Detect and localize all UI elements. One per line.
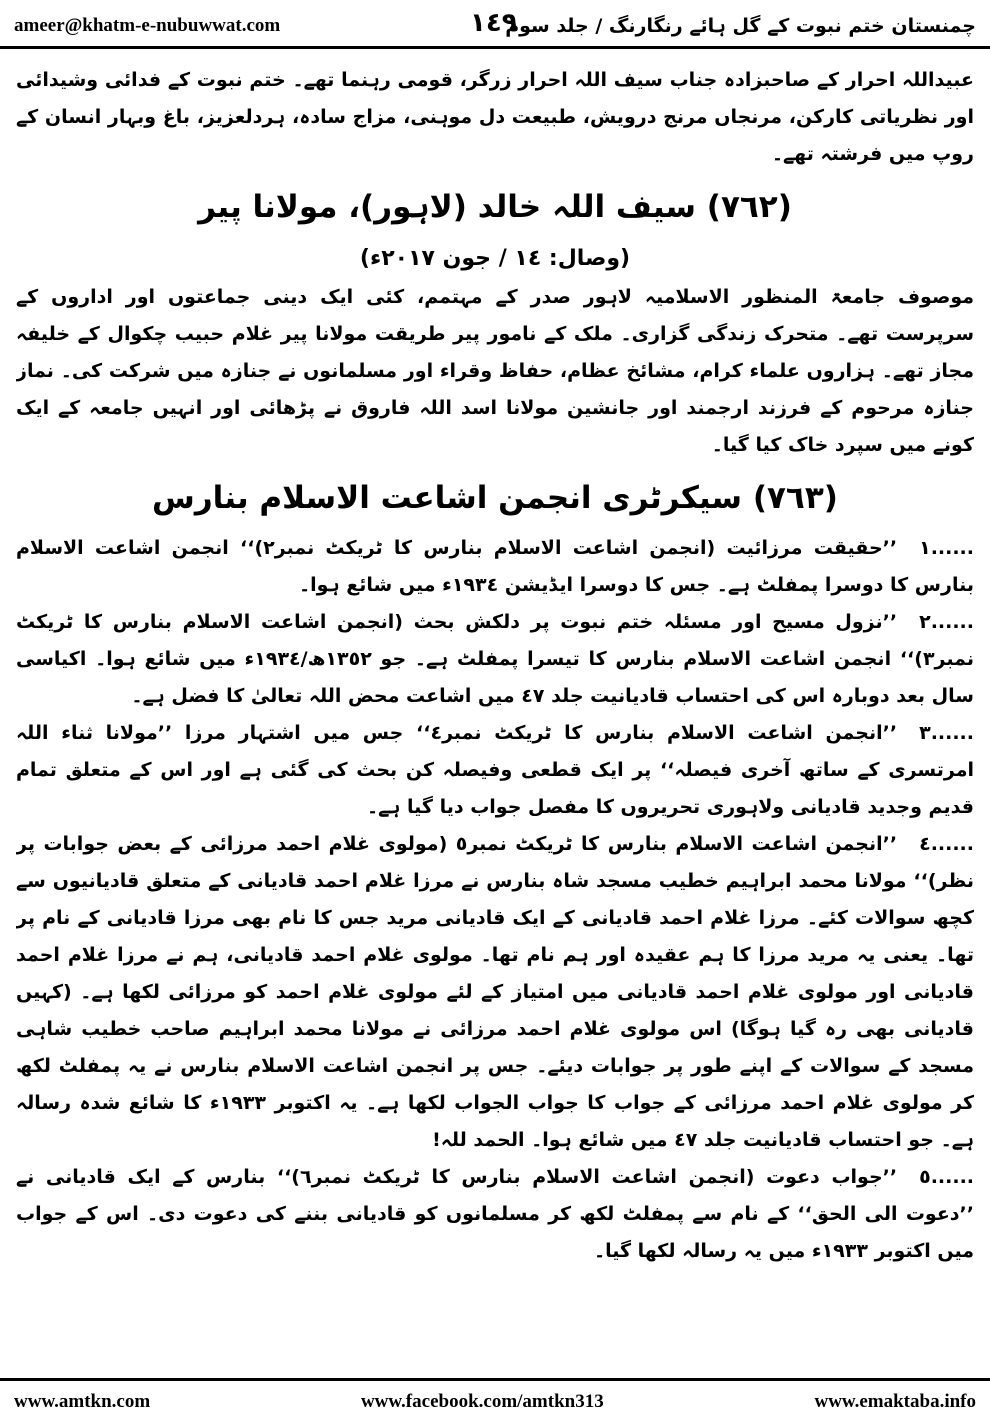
list-item — [16, 604, 974, 715]
list-item-number: ٣...... — [919, 722, 974, 744]
page-number: ١٤٩ — [470, 8, 518, 38]
list-item-number: ١...... — [919, 537, 974, 559]
page-content — [16, 62, 974, 1372]
list-item-number: ٤...... — [919, 833, 974, 855]
footer-link-emaktaba[interactable]: www.emaktaba.info — [814, 1391, 976, 1412]
list-item-text: ’’انجمن اشاعت الاسلام بنارس کا ٹریکٹ نمبر٤‘‘ جس میں اشتہار مرزا ’’مولانا ثناء اللہ امرتسری کے ساتھ آخری فیصلہ‘‘ پر ایک قطعی وفیصلہ کن بحث کی گئی ہے اور اس کے متعلق تمام قدیم وجدید قادیانی ولاہوری تحریروں کا مفصل جواب دیا گیا ہے۔ — [16, 722, 974, 818]
header-divider — [0, 46, 990, 49]
section-heading-762: (٧٦٢) سیف اللہ خالد (لاہور)، مولانا پیر — [198, 189, 792, 225]
list-item-text: ’’انجمن اشاعت الاسلام بنارس کا ٹریکٹ نمبر٥ (مولوی غلام احمد مرزائی کے بعض جوابات پر نظر)‘‘ مولانا محمد ابراہیم خطیب مسجد شاہ بنارس نے مرزا غلام احمد قادیانی کے متعلق قادیانیوں سے کچھ سوالات کئے۔ مرزا غلام احمد قادیانی کے ایک قادیانی مرید جس کا نام بھی مرزا قادیانی کے نام پر تھا۔ یعنی یہ مرید مرزا کا ہم عقیدہ اور ہم نام تھا۔ مولوی غلام احمد قادیانی، ہم نے مرزا غلام احمد قادیانی اور مولوی غلام احمد قادیانی میں امتیاز کے لئے مولوی غلام احمد کو مرزائی لکھا ہے۔ (کہیں قادیانی بھی رہ گیا ہوگا) اس مولوی غلام احمد مرزائی نے مولانا محمد ابراہیم صاحب خطیب شاہی مسجد کے سوالات کے اپنے طور پر جوابات دیئے۔ جس پر انجمن اشاعت الاسلام بنارس نے یہ پمفلٹ لکھ کر مولوی غلام احمد مرزائی کے جواب کا جواب الجواب لکھا ہے۔ یہ اکتوبر ١٩٣٣ء کا شائع شدہ رسالہ ہے۔ جو احتساب قادیانیت جلد ٤٧ میں شائع ہوا۔ الحمد للہ! — [16, 833, 974, 1151]
footer-link-facebook[interactable]: www.facebook.com/amtkn313 — [360, 1391, 604, 1412]
list-item — [16, 530, 974, 604]
page-footer — [0, 1384, 990, 1420]
intro-paragraph: عبیداللہ احرار کے صاحبزادہ جناب سیف اللہ احرار زرگر، قومی رہنما تھے۔ ختم نبوت کے فدائی وشیدائی اور نظریاتی کارکن، مرنجاں مرنج درویش، طبیعت دل موہنی، مزاج سادہ، ہردلعزیز، باغ وبہار انسان کے روپ میں فرشتہ تھے۔ — [16, 69, 974, 165]
list-item-text: ’’حقیقت مرزائیت (انجمن اشاعت الاسلام بنارس کا ٹریکٹ نمبر٢)‘‘ انجمن اشاعت الاسلام بنارس کا دوسرا پمفلٹ ہے۔ جس کا دوسرا ایڈیشن ١٩٣٤ء میں شائع ہوا۔ — [16, 537, 974, 596]
page-header — [0, 0, 990, 52]
book-title: چمنستان ختم نبوت کے گل ہائے رنگارنگ / جلد سوم — [505, 15, 976, 37]
header-email: ameer@khatm-e-nubuwwat.com — [14, 15, 281, 36]
list-item-number: ٥...... — [919, 1166, 974, 1188]
section-paragraph-762: موصوف جامعۃ المنظور الاسلامیہ لاہور صدر کے مہتمم، کئی ایک دینی جماعتوں اور اداروں کے سرپرست تھے۔ متحرک زندگی گزاری۔ ملک کے نامور پیر طریقت مولانا پیر غلام حبیب چکوال کے خلیفہ مجاز تھے۔ ہزاروں علماء کرام، مشائخ عظام، حفاظ وقراء اور مسلمانوں نے جنازہ میں شرکت کی۔ نماز جنازہ مرحوم کے فرزند ارجمند اور جانشین مولانا اسد اللہ فاروق نے پڑھائی اور انہیں جامعہ کے ایک کونے میں سپرد خاک کیا گیا۔ — [16, 286, 974, 456]
list-item-number: ٢...... — [919, 611, 974, 633]
list-item-text: ’’نزول مسیح اور مسئلہ ختم نبوت پر دلکش بحث (انجمن اشاعت الاسلام بنارس کا ٹریکٹ نمبر٣)‘‘ انجمن اشاعت الاسلام بنارس کا تیسرا پمفلٹ ہے۔ جو ١٣٥٢ھ/١٩٣٤ء میں شائع ہوا۔ اکیاسی سال بعد دوبارہ اس کی احتساب قادیانیت جلد ٤٧ میں اشاعت محض اللہ تعالیٰ کا فضل ہے۔ — [16, 611, 974, 707]
list-item — [16, 715, 974, 826]
list-item-text: ’’جواب دعوت (انجمن اشاعت الاسلام بنارس کا ٹریکٹ نمبر٦)‘‘ بنارس کے ایک قادیانی نے ’’دعوت الی الحق‘‘ کے نام سے پمفلٹ لکھ کر مسلمانوں کو قادیانی بننے کی دعوت دی۔ اس کے جواب میں اکتوبر ١٩٣٣ء میں یہ رسالہ لکھا گیا۔ — [16, 1166, 974, 1262]
footer-link-amtkn[interactable]: www.amtkn.com — [14, 1391, 151, 1412]
section-heading-763: (٧٦٣) سیکرٹری انجمن اشاعت الاسلام بنارس — [152, 480, 838, 516]
list-item — [16, 826, 974, 1159]
footer-divider — [0, 1378, 990, 1381]
list-item — [16, 1159, 974, 1270]
section-subheading-762: (وصال: ١٤ / جون ٢٠١٧ء) — [359, 246, 631, 271]
